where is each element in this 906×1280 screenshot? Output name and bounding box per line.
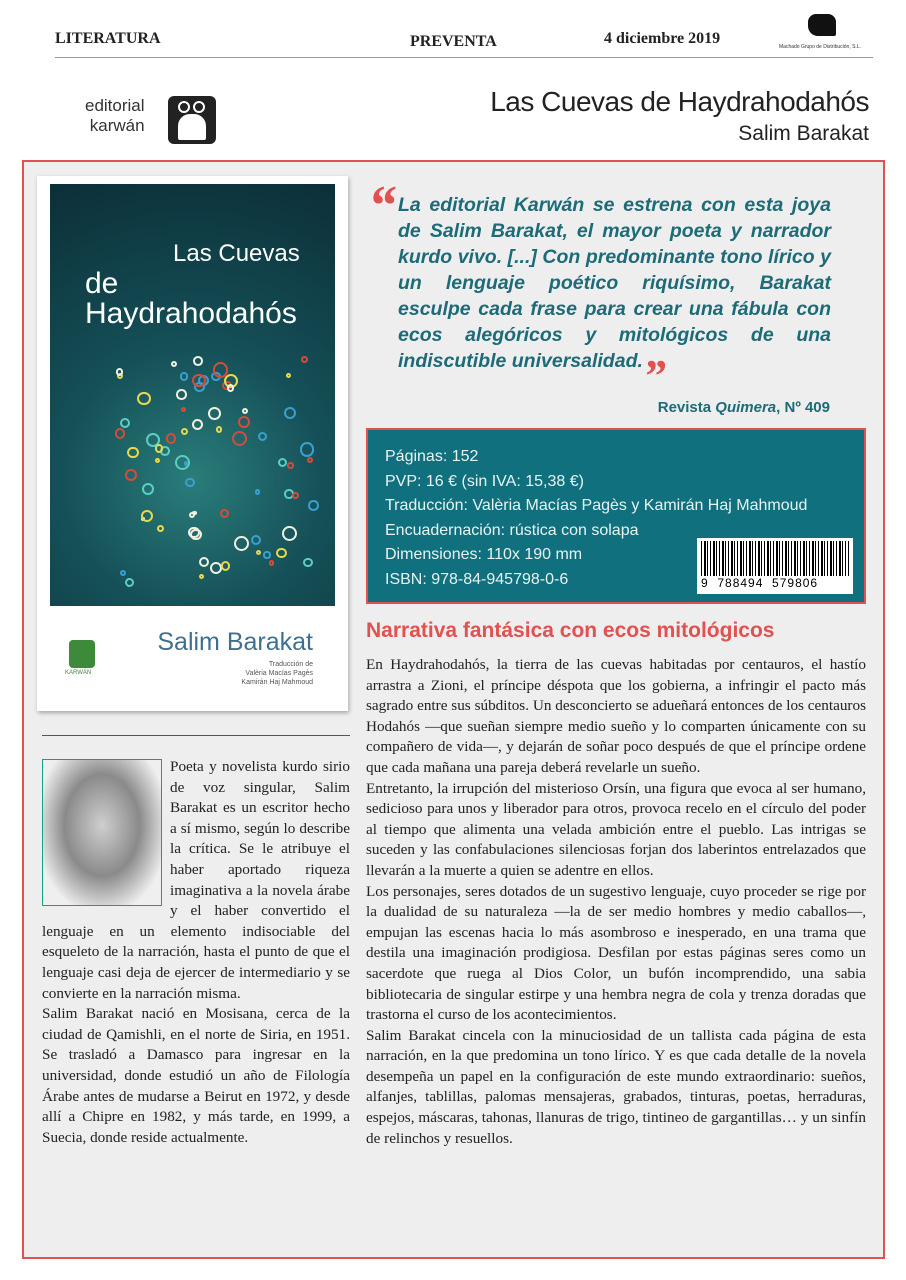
- cover-art-dot: [208, 407, 221, 420]
- info-dimensions: Dimensiones: 110x 190 mm: [385, 546, 583, 563]
- publisher-name: editorial karwán: [85, 96, 145, 135]
- cover-art-dot: [276, 548, 286, 558]
- cover-art-dot: [300, 442, 315, 457]
- quote-open-mark: “: [368, 175, 396, 237]
- info-translation: Traducción: Valèria Macías Pagès y Kamirán Haj Mahmoud: [385, 497, 808, 514]
- cover-art-dot: [120, 418, 130, 428]
- cover-art-dot: [284, 407, 296, 419]
- synopsis-text: En Haydrahodahós, la tierra de las cuevas habitadas por centauros, el hastío arrastra a Zioni, el príncipe déspota que los gobierna, a infringir el pacto más sagrado entre sus súbditos. Un desconcierto se adueñará entonces de los centauros Hodahós —que sueñan siempre medio sueño y lo comparten únicamente con su compañero de vida—, y dejarán de soñar poco después de que el príncipe ordene que cada mañana una pareja deberá revelarle un sueño. Entretanto, la irrupción del misterioso Orsín, una figura que evoca al ser humano, sedicioso para unos y liberador para otros, provoca recelo en el círculo del poder al tiempo que alimenta una velada ambición entre el pueblo. Las intrigas se suceden y las confabulaciones silenciosas forjan dos laberintos entrelazados que llevarán a la muerte a quien se adentre en ellos. Los personajes, seres dotados de un sugestivo lenguaje, cuyo proceder se rige por la dualidad de su naturaleza —la de ser medio hombres y medio caballos—, empujan las escenas hacia lo más asombroso e inesperado, en una trama que destila una imaginación prodigiosa. Desfilan por estas páginas seres como un sacerdote que ruega al Dios Color, un bufón incomprendido, una sabia bibliotecaria de singular estirpe y una hembra negra de cola y trenza doradas que trastorna el curso de los acontecimientos. Salim Barakat cincela con la minuciosidad de un tallista cada página de esta narración, en la que predomina un tono lírico. Y es que cada detalle de la novela desempeña un papel en la configuración de este mundo extraordinario: sueños, alfanjes, tablillas, palomas mensajeras, grabados, tinturas, poetas, herraduras, espejos, máscaras, tahonas, llanuras de trigo, tintineo de gargantillas… y un sinfín de relinchos y resuellos.: [366, 656, 866, 1147]
- cover-art-dot: [181, 407, 186, 412]
- cover-art-dot: [269, 560, 275, 566]
- cover-art-dot: [292, 492, 300, 500]
- cover-logo-text: KARWÁN: [65, 670, 92, 676]
- cover-art-dot: [221, 561, 230, 570]
- cover-art-dot: [185, 478, 194, 487]
- cover-art-dot: [171, 361, 177, 367]
- cover-art-dot: [232, 431, 248, 447]
- cover-art-dot: [234, 536, 249, 551]
- cover-art-dot: [127, 447, 138, 458]
- cover-art-dot: [256, 550, 262, 556]
- cover-art-dot: [120, 570, 126, 576]
- cover-art-dot: [193, 356, 203, 366]
- cover-art-dot: [287, 462, 294, 469]
- cover-art-dot: [192, 419, 203, 430]
- bio-divider: [42, 735, 350, 736]
- cover-art-dot: [220, 509, 229, 518]
- cover-art-dot: [216, 426, 222, 432]
- karwan-logo-icon: [69, 640, 95, 668]
- cover-art-dot: [181, 428, 188, 435]
- quote-source: Revista Quimera, Nº 409: [657, 399, 830, 416]
- cover-art-dot: [175, 455, 190, 470]
- cover-art-dot: [258, 432, 267, 441]
- book-info-box: [366, 428, 866, 604]
- cover-art-dot: [308, 500, 319, 511]
- cover-art-dot: [263, 551, 270, 558]
- publisher-logo: [168, 96, 216, 144]
- header-divider: [55, 57, 873, 58]
- quote-close-mark: ”: [642, 350, 666, 401]
- cover-art-dot: [176, 389, 187, 400]
- cover-art-dot: [157, 525, 164, 532]
- info-pages: Páginas: 152: [385, 448, 479, 465]
- cover-art-dot: [125, 469, 137, 481]
- info-isbn: ISBN: 978-84-945798-0-6: [385, 570, 569, 588]
- cover-art-dot: [115, 428, 126, 439]
- cover-art-dot: [125, 578, 134, 587]
- cover-art-dot: [142, 483, 154, 495]
- cover-author: Salim Barakat: [157, 628, 313, 656]
- author-bio: Poeta y novelista kurdo sirio de voz singular, Salim Barakat es un escritor hecho a sí mismo, según lo describe la crítica. Se le atribuye el haber aportado riqueza imaginativa a la novela árabe y el haber convertido el lenguaje en un elemento indisociable del esqueleto de la narración, hasta el punto de que el lenguaje casi deja de ejercer de intermediario y se convierte en la narración misma. Salim Barakat nació en Mosisana, cerca de la ciudad de Qamishli, en el norte de Siria, en 1951. Se trasladó a Damasco para ingresar en la universidad, donde estudió un año de Filología Árabe antes de mudarse a Beirut en 1972, y desde allí a Chipre en 1982, y más tarde, en 1999, a Suecia, donde reside actualmente.: [42, 758, 350, 1146]
- cover-art-dot: [238, 416, 251, 429]
- distributor-logo: Machado Grupo de Distribución, S.L.: [770, 12, 870, 54]
- cover-art-dot: [282, 526, 297, 541]
- cover-art-dot: [251, 535, 261, 545]
- cover-artwork: [50, 184, 335, 606]
- cover-art-dot: [166, 433, 176, 443]
- cover-art-dot: [286, 373, 291, 378]
- cover-art-dot: [242, 408, 248, 414]
- date-label: 4 diciembre 2019: [604, 30, 721, 47]
- cover-art-dot: [210, 562, 222, 574]
- cover-title: Las Cuevas de Haydrahodahós: [85, 240, 300, 330]
- cover-art-dot: [155, 458, 161, 464]
- cover-art-dot: [255, 489, 261, 495]
- info-binding: Encuadernación: rústica con solapa: [385, 521, 639, 539]
- cover-art-dot: [199, 557, 209, 567]
- cover-art-dot: [301, 356, 308, 363]
- cover-art-dot: [278, 458, 287, 467]
- cover-art-dot: [303, 558, 313, 568]
- barcode: 9 788494 579806: [697, 538, 853, 594]
- section-label: LITERATURA: [55, 30, 161, 47]
- cover-art-dot: [227, 384, 234, 391]
- cover-art-dot: [199, 574, 204, 579]
- cover-art-dot: [141, 510, 153, 522]
- cover-translation: Traducción de Valèria Macías Pagès Kamirán Haj Mahmoud: [241, 661, 313, 686]
- book-cover: [37, 176, 348, 711]
- cover-art-dot: [189, 512, 196, 519]
- cover-art-dot: [180, 372, 188, 380]
- cover-art-dot: [155, 444, 164, 453]
- review-quote: La editorial Karwán se estrena con esta joya de Salim Barakat, el mayor poeta y narrador kurdo vivo. [...] Con predominante tono lírico y un lenguaje poético riquísimo, Barakat esculpe cada frase para crear una fábula con ecos alegóricos y mitológicos de una indiscutible universalidad.”: [398, 194, 831, 401]
- cover-art-dot: [307, 457, 313, 463]
- info-price: PVP: 16 € (sin IVA: 15,38 €): [385, 472, 584, 490]
- book-title: Las Cuevas de Haydrahodahós: [490, 86, 869, 117]
- cover-art-dot: [137, 392, 150, 405]
- status-label: PREVENTA: [410, 33, 497, 50]
- synopsis-heading: Narrativa fantásica con ecos mitológicos: [366, 619, 775, 642]
- book-author: Salim Barakat: [738, 122, 869, 145]
